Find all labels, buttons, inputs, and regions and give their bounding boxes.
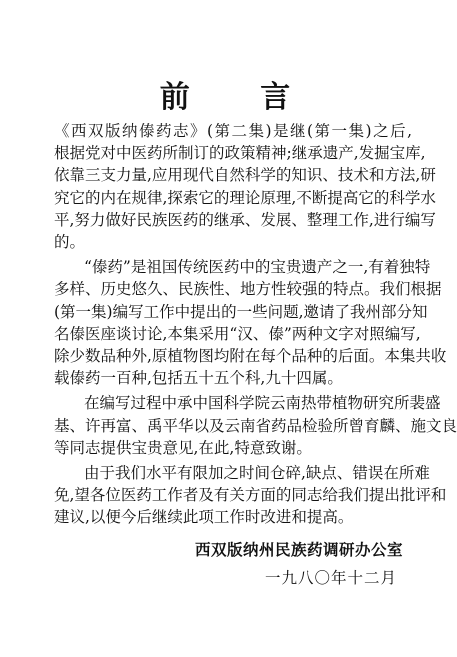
paragraph-1	[54, 120, 436, 253]
text-line: 基、许再富、禹平华以及云南省药品检验所曾育麟、施文良	[54, 416, 457, 435]
text-line: 《西双版纳傣药志》(第二集)是继(第一集)之后,	[54, 122, 412, 140]
text-line: (第一集)编写工作中提出的一些问题,邀请了我州部分知	[54, 302, 428, 321]
text-line: 免,望各位医药工作者及有关方面的同志给我们提出批评和	[54, 486, 447, 505]
paragraph-2	[54, 256, 447, 389]
text-line: 根据党对中医药所制订的政策精神;继承遗产,发掘宝库,	[54, 144, 426, 163]
signature-organization: 西双版纳州民族药调研办公室	[194, 540, 403, 559]
text-line: “傣药”是祖国传统医药中的宝贵遗产之一,有着独特	[84, 258, 431, 277]
text-line: 多样、历史悠久、民族性、地方性较强的特点。我们根据	[54, 280, 442, 299]
text-line: 究它的内在规律,探索它的理论原理,不断提高它的科学水	[54, 188, 436, 207]
text-line: 在编写过程中承中国科学院云南热带植物研究所裴盛	[84, 394, 441, 413]
text-line: 名傣医座谈讨论,本集采用“汉、傣”两种文字对照编写,	[54, 324, 421, 343]
page-title: 前 言	[159, 80, 321, 115]
text-line: 载傣药一百种,包括五十五个科,九十四属。	[54, 369, 343, 388]
text-line: 建议,以便今后继续此项工作时改进和提高。	[54, 508, 354, 527]
signature-block	[195, 536, 403, 592]
text-line: 依靠三支力量,应用现代自然科学的知识、技术和方法,研	[54, 166, 436, 185]
paragraph-3	[54, 392, 457, 459]
text-line: 由于我们水平有限加之时间仓碎,缺点、错误在所难	[84, 464, 430, 483]
text-line: 平,努力做好民族医药的继承、发展、整理工作,进行编写	[54, 210, 436, 229]
text-line: 的。	[54, 233, 86, 252]
body-text	[54, 120, 457, 532]
paragraph-4	[54, 462, 447, 529]
signature-date: 一九八〇年十二月	[264, 569, 397, 587]
text-line: 等同志提供宝贵意见,在此,特意致谢。	[54, 438, 312, 457]
text-line: 除少数品种外,原植物图均附在每个品种的后面。本集共收	[54, 347, 447, 366]
